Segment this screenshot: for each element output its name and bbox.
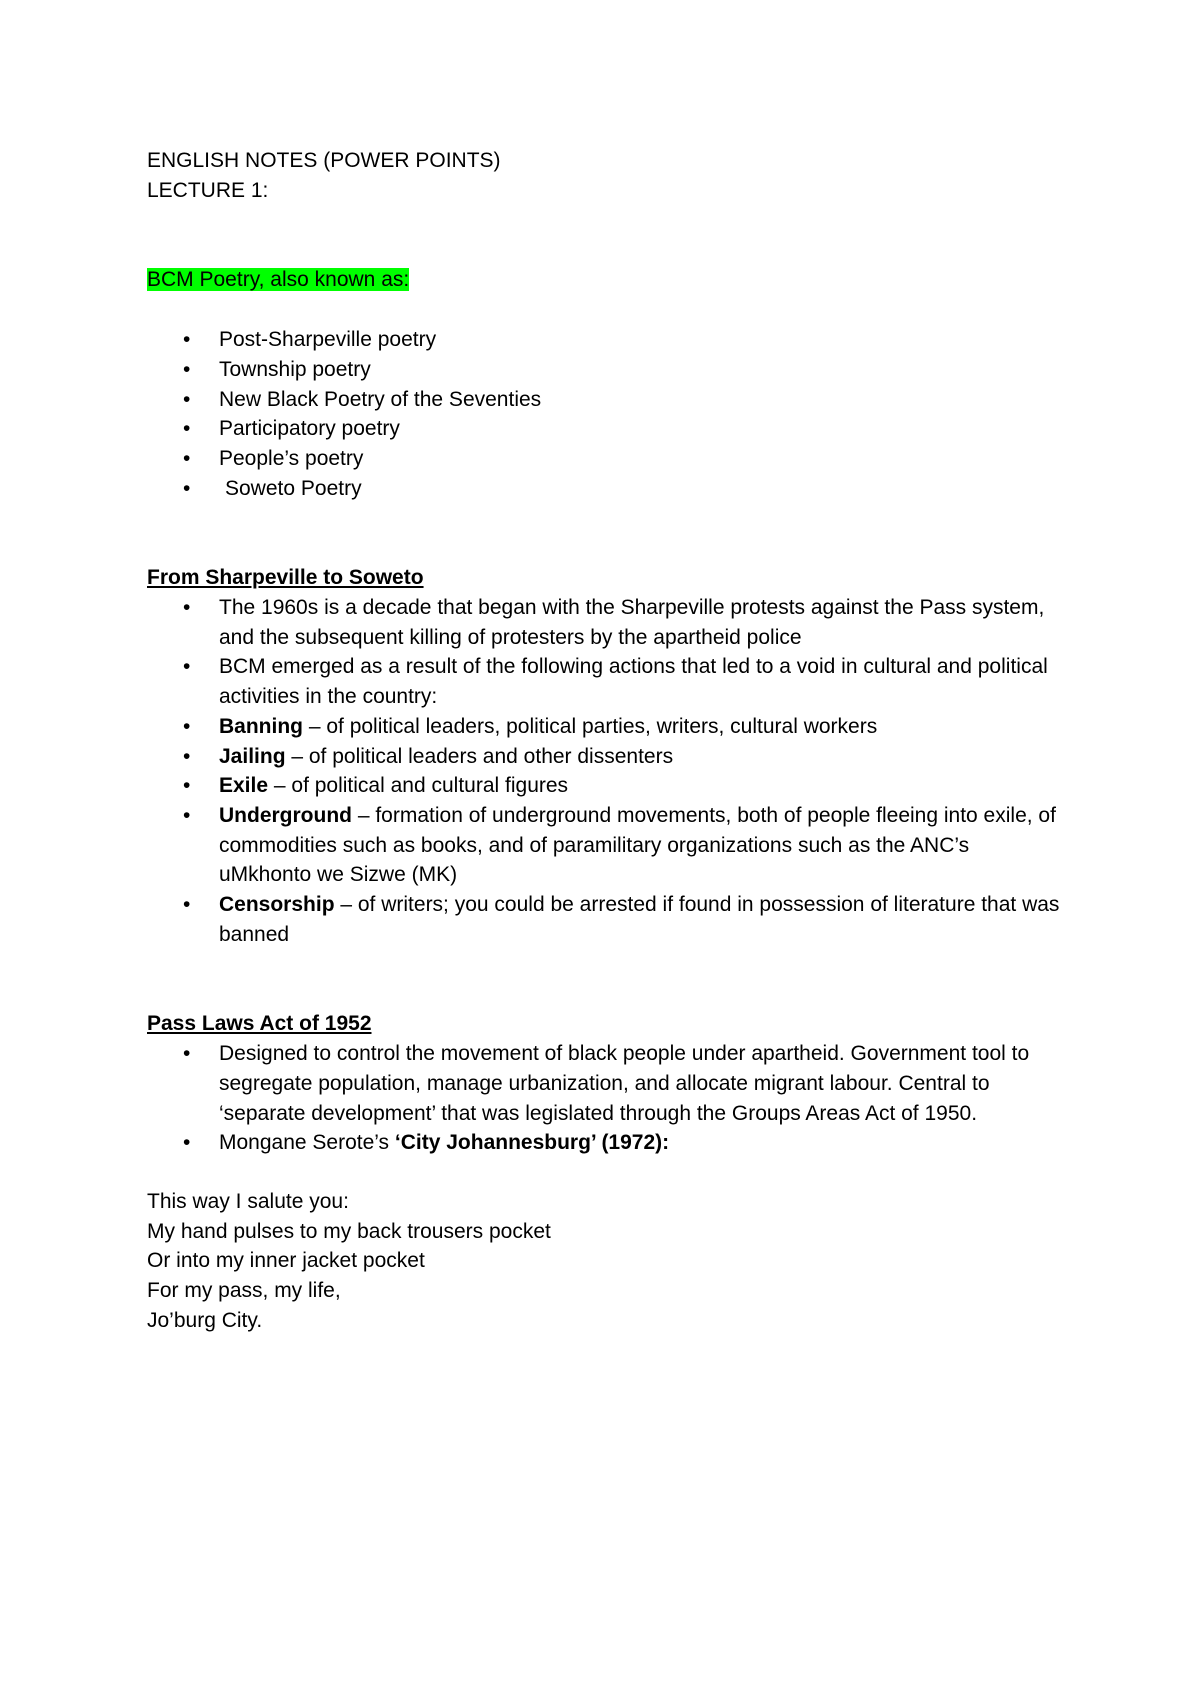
poem-line: Jo’burg City. — [147, 1308, 263, 1332]
list-item — [147, 355, 1067, 385]
bcm-item: New Black Poetry of the Seventies — [219, 387, 542, 411]
bullet-icon — [183, 414, 203, 444]
sharpeville-list — [147, 593, 1067, 949]
sharpeville-heading: From Sharpeville to Soweto — [147, 566, 424, 590]
bullet-icon — [183, 801, 203, 831]
spacer — [147, 1158, 1067, 1187]
spacer — [147, 295, 1067, 325]
bcm-heading-line — [147, 265, 1067, 295]
pass-laws-heading: Pass Laws Act of 1952 — [147, 1012, 372, 1036]
list-item — [147, 414, 1067, 444]
item-text: The 1960s is a decade that began with the Sharpeville protests against the Pass system, and the subsequent killing of protesters by the apartheid police — [219, 596, 1045, 649]
bullet-icon — [183, 444, 203, 474]
item-bold: Exile — [219, 774, 269, 798]
item-text: Designed to control the movement of black people under apartheid. Government tool to segregate population, manage urbanization, and allocate migrant labour. Central to ‘separate development’ that was legislated through the Groups Areas Act of 1950. — [219, 1042, 1030, 1125]
item-bold: Censorship — [219, 893, 335, 917]
bcm-item: Soweto Poetry — [225, 476, 362, 500]
bullet-icon — [183, 771, 203, 801]
list-item — [147, 890, 1067, 949]
bcm-item: Township poetry — [219, 357, 371, 381]
list-item — [147, 801, 1067, 890]
bullet-icon — [183, 474, 203, 504]
item-text: – of political and cultural figures — [268, 774, 569, 798]
pass-laws-list — [147, 1039, 1067, 1158]
item-bold: Underground — [219, 803, 352, 827]
poem-line: For my pass, my life, — [147, 1279, 341, 1303]
list-item — [147, 474, 1067, 504]
bullet-icon — [183, 890, 203, 920]
list-item — [147, 385, 1067, 415]
spacer — [147, 949, 1067, 1009]
spacer — [147, 205, 1067, 265]
bcm-item: Post-Sharpeville poetry — [219, 328, 437, 352]
list-item — [147, 712, 1067, 742]
list-item — [147, 652, 1067, 711]
list-item — [147, 771, 1067, 801]
poem-excerpt — [147, 1187, 1067, 1336]
bcm-item: Participatory poetry — [219, 417, 400, 441]
list-item — [147, 325, 1067, 355]
spacer — [147, 503, 1067, 563]
bullet-icon — [183, 325, 203, 355]
item-text: BCM emerged as a result of the following actions that led to a void in cultural and political activities in the country: — [219, 655, 1048, 709]
item-text: Mongane Serote’s — [219, 1131, 395, 1155]
poem-title: ‘City Johannesburg’ (1972): — [394, 1131, 670, 1155]
poem-line: Or into my inner jacket pocket — [147, 1249, 425, 1273]
item-text: – of political leaders, political parties, writers, cultural workers — [303, 714, 878, 738]
sharpeville-heading-line — [147, 563, 1067, 593]
list-item — [147, 593, 1067, 652]
pass-laws-heading-line — [147, 1009, 1067, 1039]
bullet-icon — [183, 652, 203, 682]
document-title: ENGLISH NOTES (POWER POINTS) — [147, 149, 501, 172]
bcm-item: People’s poetry — [219, 446, 364, 470]
item-bold: Banning — [219, 714, 303, 738]
list-item — [147, 1128, 1067, 1158]
poem-line: My hand pulses to my back trousers pocket — [147, 1219, 551, 1243]
bcm-heading: BCM Poetry, also known as: — [147, 268, 410, 292]
item-text: – of political leaders and other dissenters — [285, 744, 674, 768]
bullet-icon — [183, 1039, 203, 1069]
list-item — [147, 742, 1067, 772]
bullet-icon — [183, 1128, 203, 1158]
lecture-label: LECTURE 1: — [147, 178, 269, 202]
bullet-icon — [183, 742, 203, 772]
bullet-icon — [183, 593, 203, 623]
list-item — [147, 444, 1067, 474]
bcm-list — [147, 325, 1067, 503]
document-page — [147, 146, 1067, 1336]
bullet-icon — [183, 385, 203, 415]
item-bold: Jailing — [219, 744, 286, 768]
item-text: – of writers; you could be arrested if found in possession of literature that was banned — [219, 893, 1060, 946]
bullet-icon — [183, 712, 203, 742]
bullet-icon — [183, 355, 203, 385]
item-text: – formation of underground movements, both of people fleeing into exile, of commodities such as books, and of paramilitary organizations such as the ANC’s uMkhonto we Sizwe (MK) — [219, 803, 1056, 887]
list-item — [147, 1039, 1067, 1128]
poem-line: This way I salute you: — [147, 1189, 349, 1213]
